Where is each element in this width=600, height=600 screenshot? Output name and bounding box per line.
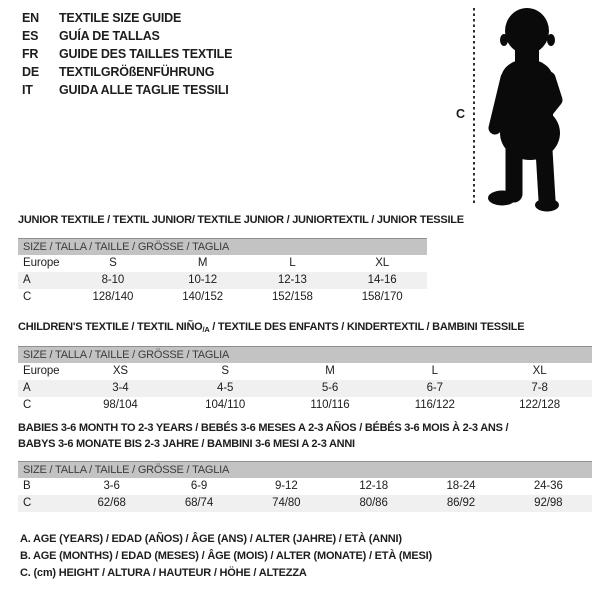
language-row [22,27,232,45]
row-label: A [23,274,31,286]
row-label: C [23,291,32,303]
table-cell: XL [375,257,390,269]
toddler-silhouette-icon [481,6,577,214]
table-cell: 122/128 [519,399,561,411]
babies-section-title [18,420,508,452]
table-row [18,380,592,397]
table-cell: 5-6 [321,382,339,394]
table-cell: 104/110 [205,399,246,411]
table-cell: S [109,257,117,269]
language-row [22,45,232,63]
table-cell: 80/86 [359,497,388,509]
table-cell: XL [532,365,547,377]
table-cell: M [197,257,208,269]
table-cell: 3-4 [112,382,129,394]
table-row [18,495,592,512]
table-cell: 62/68 [97,497,126,509]
table-row [18,478,592,495]
junior-section-title: JUNIOR TEXTILE / TEXTIL JUNIOR/ TEXTILE JUNIOR / JUNIORTEXTIL / JUNIOR TESSILE [18,214,464,226]
size-header-bar: SIZE / TALLA / TAILLE / GRÖSSE / TAGLIA [18,238,427,255]
table-cell: 3-6 [103,480,120,492]
table-cell: 24-36 [533,480,563,492]
row-label: A [23,382,31,394]
children-title-sub: /A [202,325,210,334]
children-title-post: / TEXTILE DES ENFANTS / KINDERTEXTIL / BAMBINI TESSILE [209,321,525,333]
row-label: Europe [23,365,60,377]
table-cell: 4-5 [217,382,234,394]
language-label: TEXTILE SIZE GUIDE [59,11,182,25]
table-row [18,272,427,289]
table-cell: S [221,365,229,377]
children-size-table [18,346,592,414]
children-title-pre: CHILDREN'S TEXTILE / TEXTIL NIÑO [18,321,203,333]
table-row [18,289,427,306]
language-label: GUÍA DE TALLAS [59,29,160,43]
height-dashed-line [473,8,475,206]
footnote-a: A. AGE (YEARS) / EDAD (AÑOS) / ÂGE (ANS) / ALTER (JAHRE) / ETÀ (ANNI) [20,533,402,545]
babies-size-table [18,461,592,512]
language-label: GUIDA ALLE TAGLIE TESSILI [59,83,229,97]
table-row [18,363,592,380]
table-cell: 110/116 [310,399,350,411]
table-cell: 140/152 [182,291,224,303]
table-cell: 8-10 [101,274,125,286]
table-cell: 9-12 [275,480,298,492]
table-cell: 98/104 [103,399,138,411]
babies-title-line2: BABYS 3-6 MONATE BIS 2-3 JAHRE / BAMBINI 3-6 MESI A 2-3 ANNI [18,438,355,450]
footnote-c: C. (cm) HEIGHT / ALTURA / HAUTEUR / HÖHE / ALTEZZA [20,567,307,579]
table-cell: 116/122 [414,399,455,411]
language-code: IT [22,83,33,97]
table-cell: 18-24 [446,480,476,492]
babies-title-line1: BABIES 3-6 MONTH TO 2-3 YEARS / BEBÉS 3-6 MESES A 2-3 AÑOS / BÉBÉS 3-6 MOIS À 2-3 ANS / [18,422,509,434]
language-label: GUIDE DES TAILLES TEXTILE [59,47,233,61]
table-cell: 14-16 [367,274,397,286]
row-label: B [23,480,31,492]
language-code: ES [22,29,39,43]
table-cell: 86/92 [446,497,476,509]
table-cell: M [325,365,335,377]
table-cell: L [431,365,438,377]
table-row [18,255,427,272]
table-cell: 128/140 [92,291,134,303]
table-cell: 6-9 [190,480,208,492]
table-cell: 158/170 [361,291,403,303]
table-cell: 12-13 [277,274,307,286]
language-label: TEXTILGRÖßENFÜHRUNG [59,65,215,79]
table-cell: XS [112,365,128,377]
table-cell: L [289,257,296,269]
table-cell: 12-18 [359,480,389,492]
language-code: FR [22,47,39,61]
table-cell: 6-7 [426,382,443,394]
junior-size-table [18,238,427,306]
height-measure-label: C [456,107,466,121]
row-label: C [23,399,32,411]
table-cell: 74/80 [272,497,301,509]
table-cell: 92/98 [534,497,563,509]
table-cell: 7-8 [531,382,548,394]
language-code: EN [22,11,39,25]
children-section-title [18,319,524,338]
table-cell: 152/158 [271,291,313,303]
footnotes [20,531,432,582]
language-code: DE [22,65,39,79]
size-header-bar: SIZE / TALLA / TAILLE / GRÖSSE / TAGLIA [18,461,592,478]
row-label: Europe [23,257,60,269]
row-label: C [23,497,32,509]
table-row [18,397,592,414]
table-cell: 10-12 [188,274,218,286]
language-row [22,81,232,99]
language-row [22,63,232,81]
language-list [22,9,232,99]
footnote-b: B. AGE (MONTHS) / EDAD (MESES) / ÂGE (MOIS) / ALTER (MONATE) / ETÀ (MESI) [20,550,432,562]
table-cell: 68/74 [184,497,214,509]
language-row [22,9,232,27]
size-header-bar: SIZE / TALLA / TAILLE / GRÖSSE / TAGLIA [18,346,592,363]
